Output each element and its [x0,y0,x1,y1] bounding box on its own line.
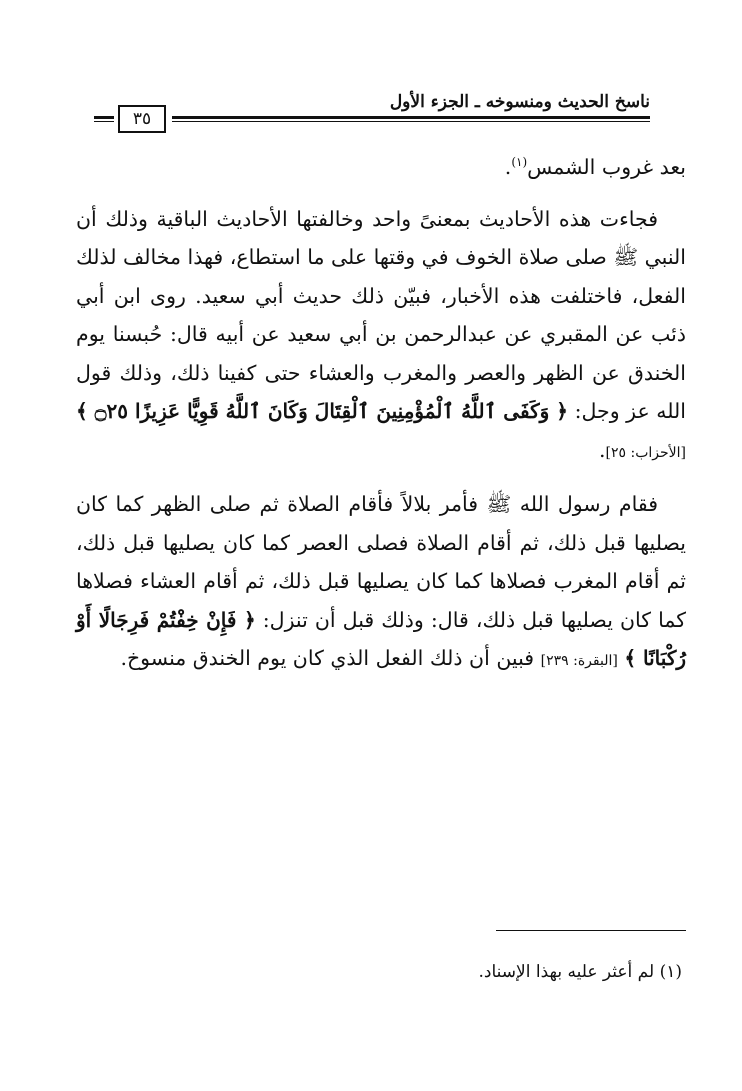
footnote-text: لم أعثر عليه بهذا الإسناد. [478,962,655,982]
footnote-marker: (١) [511,155,528,170]
main-text [76,148,686,681]
header-rule [172,116,650,122]
paragraph-3 [76,485,686,681]
paragraph-2 [76,200,686,473]
paragraph-1 [76,148,686,187]
verse-reference-ahzab: [الأحزاب: ٢٥] [605,444,686,461]
quran-verse-ahzab: ﴿ وَكَفَى ٱللَّهُ ٱلْمُؤْمِنِينَ ٱلْقِتَالَ وَكَانَ ٱللَّهُ قَوِيًّا عَزِيزًا ۝٢٥ ﴾ [76,399,569,423]
page-header [94,92,650,129]
footnote-rule [496,930,686,931]
page-number: ٣٥ [118,105,166,133]
paragraph-1-text: بعد غروب الشمس [527,155,686,179]
quran-verse-baqara: ﴿ فَإِنْ خِفْتُمْ فَرِجَالًا أَوْ رُكْبَانًا ﴾ [76,607,686,670]
footnote-number: (١) [659,962,682,982]
header-ornament [94,116,114,122]
paragraph-2-text: فجاءت هذه الأحاديث بمعنىً واحد وخالفتها الأحاديث الباقية وذلك أن النبي ﷺ صلى صلاة الخوف في وقتها على ما استطاع، فهذا مخالف لذلك الفعل، فاختلفت هذه الأخبار، فبيّن ذلك حديث أبي سعيد. روى ابن أبي ذئب عن المقبري عن عبدالرحمن بن أبي سعيد عن أبيه قال: حُبسنا يوم الخندق عن الظهر والعصر والمغرب والعشاء حتى كفينا ذلك، وذلك قول الله عز وجل: [76,206,686,423]
paragraph-3-end: فبين أن ذلك الفعل الذي كان يوم الخندق منسوخ. [120,646,535,670]
paragraph-3-text: فقام رسول الله ﷺ فأمر بلالاً فأقام الصلاة ثم صلى الظهر كما كان يصليها قبل ذلك، ثم أقام الصلاة فصلى العصر كما كان يصليها قبل ذلك، ثم أقام المغرب فصلاها كما كان يصليها قبل ذلك، ثم أقام العشاء فصلاها كما كان يصليها قبل ذلك، قال: وذلك قبل أن تنزل: [76,492,686,632]
paragraph-1-end: . [504,155,512,179]
paragraph-2-end: . [599,437,606,462]
running-title: ناسخ الحديث ومنسوخه ـ الجزء الأول [389,92,650,112]
verse-reference-baqara: [البقرة: ٢٣٩] [540,653,618,669]
footnote [122,958,682,986]
